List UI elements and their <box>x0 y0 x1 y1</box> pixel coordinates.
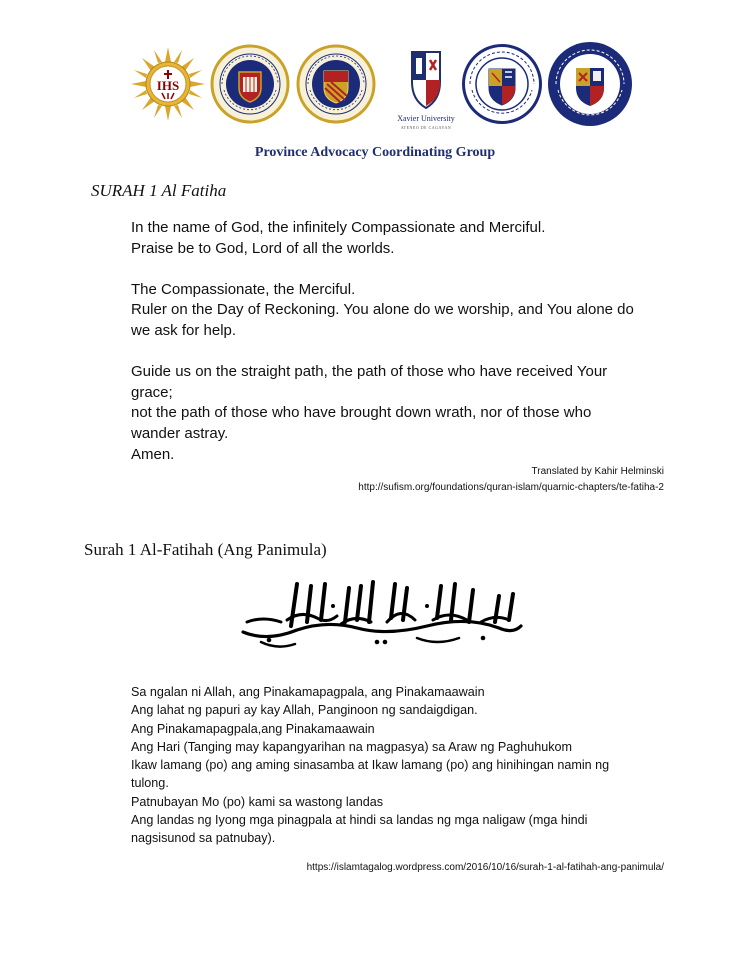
tagalog-line: nagsisunod sa patnubay). <box>131 831 276 846</box>
english-line: In the name of God, the infinitely Compassionate and Merciful. <box>131 219 546 236</box>
english-line: not the path of those who have brought down wrath, nor of those who <box>131 404 592 422</box>
tagalog-translation <box>131 683 691 848</box>
xavier-caption: Xavier University <box>397 114 455 123</box>
english-line: Praise be to God, Lord of all the worlds. <box>131 239 395 257</box>
ateneo-de-manila-seal-icon <box>296 44 376 124</box>
ihs-text: IHS <box>156 78 180 93</box>
tagalog-line: Sa ngalan ni Allah, ang Pinakamapagpala, ang Pinakamaawain <box>131 685 485 699</box>
ihs-seal-icon <box>130 46 206 122</box>
english-line: we ask for help. <box>131 321 237 339</box>
section1-heading: SURAH 1 Al Fatiha <box>91 181 227 200</box>
blank-line <box>131 259 691 280</box>
tagalog-line: tulong. <box>131 776 169 791</box>
english-line: grace; <box>131 383 173 401</box>
logo-row <box>130 40 630 135</box>
bismillah-calligraphy-icon <box>237 576 527 657</box>
english-line: Ruler on the Day of Reckoning. You alone do we worship, and You alone do <box>131 301 634 319</box>
ateneo-de-naga-seal-icon <box>210 44 290 124</box>
tagalog-line: Ang Hari (Tanging may kapangyarihan na magpasya) sa Araw ng Paghuhukom <box>131 739 573 754</box>
english-line: Amen. <box>131 445 175 463</box>
tagalog-line: Ang Pinakamapagpala,ang Pinakamaawain <box>131 721 375 736</box>
organization-title: Province Advocacy Coordinating Group <box>254 145 496 160</box>
tagalog-line: Ang landas ng Iyong mga pinagpala at hindi sa landas ng mga naligaw (mga hindi <box>131 813 588 828</box>
tagalog-line: Patnubayan Mo (po) kami sa wastong landas <box>131 794 384 809</box>
xavier-subcaption: ATENEO DE CAGAYAN <box>400 125 452 130</box>
section2-heading: Surah 1 Al-Fatihah (Ang Panimula) <box>84 540 327 559</box>
tagalog-line: Ikaw lamang (po) ang aming sinasamba at Ikaw lamang (po) ang hinihingan namin ng <box>131 758 610 773</box>
english-source-url: http://sufism.org/foundations/quran-islam/quarnic-chapters/te-fatiha-2 <box>358 482 664 493</box>
blank-line <box>131 342 691 363</box>
tagalog-line: Ang lahat ng papuri ay kay Allah, Panginoon ng sandaigdigan. <box>131 703 478 718</box>
xavier-university-logo <box>392 48 460 132</box>
translator-credit: Translated by Kahir Helminski <box>531 466 664 477</box>
ateneo-de-zamboanga-seal-icon <box>546 40 634 128</box>
english-line: The Compassionate, the Merciful. <box>131 280 356 298</box>
english-line: Guide us on the straight path, the path of those who have received Your <box>131 363 608 381</box>
tagalog-source-url: https://islamtagalog.wordpress.com/2016/10/16/surah-1-al-fatihah-ang-panimula/ <box>306 862 664 873</box>
english-line: wander astray. <box>131 424 229 442</box>
english-translation <box>131 218 691 465</box>
ateneo-de-davao-seal-icon <box>460 42 544 126</box>
